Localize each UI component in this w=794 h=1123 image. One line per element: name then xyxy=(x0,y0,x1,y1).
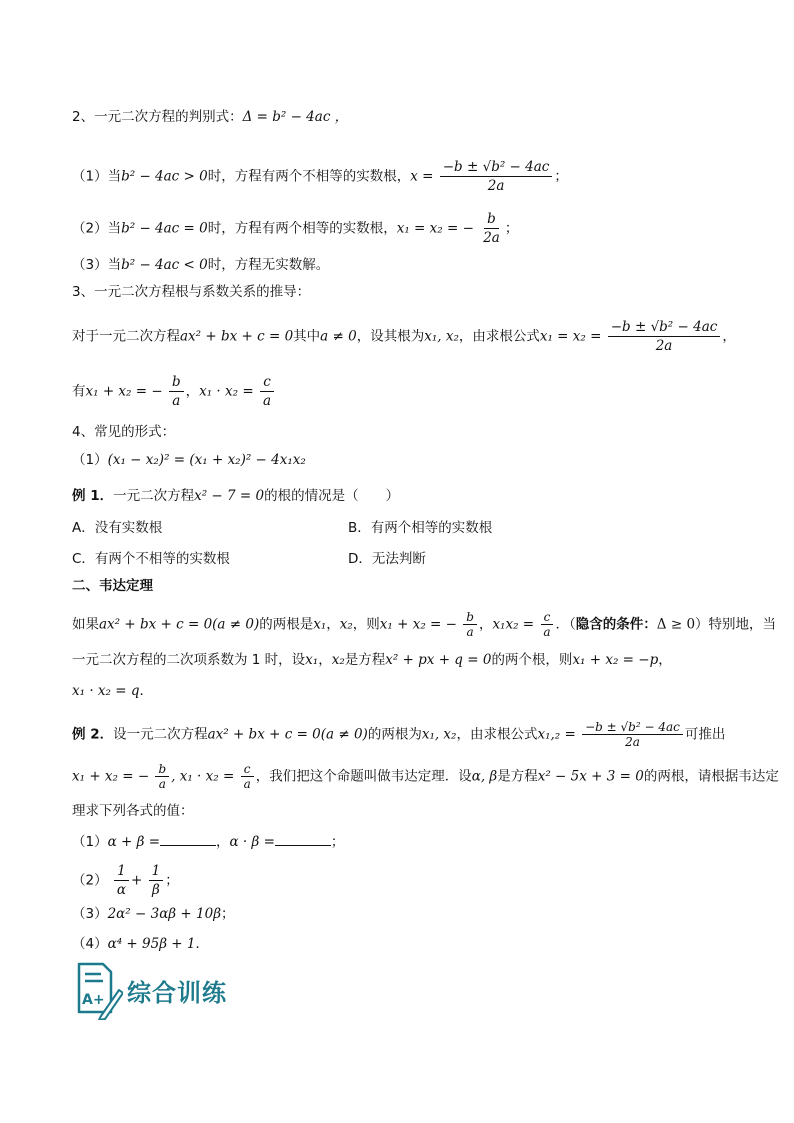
case-1-line xyxy=(72,158,568,195)
denominator: 2a xyxy=(625,735,640,749)
root-formula-fraction xyxy=(608,318,721,355)
text: ， xyxy=(722,328,736,345)
denominator: a xyxy=(466,625,474,639)
formula: x₁ xyxy=(313,616,327,633)
text: ． xyxy=(195,936,209,952)
text: ； xyxy=(504,220,519,237)
formula: , x₁ · x₂ = xyxy=(171,768,235,785)
fraction xyxy=(241,762,254,791)
formula: x₁ = x₂ = xyxy=(539,328,602,345)
text: C．有两个不相等的实数根 xyxy=(72,551,230,567)
formula: x₁ · x₂ = q xyxy=(72,683,140,699)
text: ， xyxy=(658,652,672,668)
text: 的两根为 xyxy=(367,726,422,743)
text: （3） xyxy=(72,906,108,922)
text: 二、韦达定理 xyxy=(72,578,153,594)
text: ； xyxy=(554,168,568,185)
numerator: b xyxy=(169,373,184,392)
answer-blank[interactable] xyxy=(160,845,216,846)
text: 可推出 xyxy=(684,726,726,743)
text: ， xyxy=(318,652,332,668)
formula: x₁ + x₂ = − xyxy=(85,383,163,400)
section-title: 综合训练 xyxy=(127,977,227,1007)
formula: x₁ + x₂ = −p xyxy=(572,652,659,668)
common-form-line xyxy=(72,450,306,470)
text: ，由求根公式 xyxy=(458,328,540,345)
text: ； xyxy=(165,872,179,889)
formula: x₂ xyxy=(331,652,345,668)
formula: Δ ≥ 0 xyxy=(656,616,696,633)
comprehensive-training-heading xyxy=(73,960,227,1020)
text: ．（ xyxy=(555,616,576,633)
answer-blank[interactable] xyxy=(275,845,331,846)
plus-sign: + xyxy=(131,872,143,889)
text: 的两个根，则 xyxy=(491,652,573,668)
formula: x₁ = x₂ = − xyxy=(396,220,474,237)
formula: α⁴ + 95β + 1 xyxy=(107,936,196,952)
denominator: a xyxy=(543,625,551,639)
text: ）特别地，当 xyxy=(695,616,777,633)
formula: α + β = xyxy=(107,834,161,850)
text: ， xyxy=(185,383,200,400)
numerator: 1 xyxy=(149,862,164,881)
text: 一元二次方程 xyxy=(113,488,195,504)
numerator: b xyxy=(484,210,499,229)
vieta-result-line xyxy=(72,373,276,410)
text: （4） xyxy=(72,936,108,952)
vieta-line-2 xyxy=(72,650,672,670)
denominator: β xyxy=(152,882,160,898)
numerator: b xyxy=(463,610,477,625)
formula: b² − 4ac > 0 xyxy=(121,168,208,185)
numerator: −b ± √b² − 4ac xyxy=(582,720,683,735)
text: ，我们把这个命题叫做韦达定理．设 xyxy=(255,768,472,785)
formula: Δ = b² − 4ac ， xyxy=(242,109,349,125)
vieta-line-1 xyxy=(72,610,776,639)
denominator: 2a xyxy=(487,178,505,194)
example-label: 例 2． xyxy=(72,726,114,743)
text: 理求下列各式的值： xyxy=(72,803,194,819)
text: （1）当 xyxy=(72,168,122,185)
text: 的两根，请根据韦达定 xyxy=(643,768,779,785)
text: 是方程 xyxy=(344,652,386,668)
text: 隐含的条件： xyxy=(575,616,657,633)
formula: b² − 4ac < 0 xyxy=(121,257,208,273)
formula: ax² + bx + c = 0(a ≠ 0) xyxy=(207,726,368,743)
formula: α, β xyxy=(471,768,498,785)
section-3-heading xyxy=(72,282,310,302)
text: 3、一元二次方程根与系数关系的推导： xyxy=(72,284,311,300)
formula: x₁ · x₂ = xyxy=(199,383,254,400)
root-formula-fraction xyxy=(440,158,553,195)
text: 时，方程有两个不相等的实数根， xyxy=(207,168,411,185)
text: ， xyxy=(216,834,230,850)
text: 的两根是 xyxy=(259,616,314,633)
question-3 xyxy=(72,904,235,924)
denominator: a xyxy=(243,777,251,791)
option-c[interactable] xyxy=(72,549,230,569)
formula: x = xyxy=(410,168,434,185)
text: D．无法判断 xyxy=(348,551,426,567)
fraction xyxy=(114,862,129,899)
text: 设一元二次方程 xyxy=(113,726,208,743)
text: ． xyxy=(139,683,153,699)
numerator: 1 xyxy=(114,862,129,881)
text: ， xyxy=(326,616,340,633)
fraction xyxy=(540,610,553,639)
text: ，设其根为 xyxy=(356,328,425,345)
example-label: 例 1． xyxy=(72,488,114,504)
formula: ax² + bx + c = 0 xyxy=(180,328,294,345)
formula: 2α² − 3αβ + 10β xyxy=(107,906,221,922)
formula: α · β = xyxy=(229,834,275,850)
svg-text:A+: A+ xyxy=(82,992,105,1008)
text: （1） xyxy=(72,834,108,850)
text: 对于一元二次方程 xyxy=(72,328,180,345)
formula: ax² + bx + c = 0(a ≠ 0) xyxy=(99,616,260,633)
text: 的根的情况是（ ） xyxy=(264,488,400,504)
formula: x² + px + q = 0 xyxy=(385,652,492,668)
example-2-line-2 xyxy=(72,762,779,791)
formula: x₁, x₂ xyxy=(424,328,459,345)
formula: x₁ xyxy=(305,652,319,668)
fraction xyxy=(463,610,477,639)
text: B．有两个相等的实数根 xyxy=(348,520,493,536)
case-2-line xyxy=(72,210,518,247)
denominator: 2a xyxy=(483,230,500,246)
case-3-line xyxy=(72,255,329,275)
formula: x² − 7 = 0 xyxy=(194,488,265,504)
text: 4、常见的形式： xyxy=(72,424,176,440)
derivation-line xyxy=(72,318,736,355)
section-4-heading xyxy=(72,422,175,442)
numerator: c xyxy=(541,610,554,625)
denominator: a xyxy=(158,777,166,791)
fraction xyxy=(480,210,503,247)
denominator: 2a xyxy=(655,338,673,354)
formula: a ≠ 0 xyxy=(320,328,357,345)
root-formula-fraction xyxy=(582,720,683,749)
question-4 xyxy=(72,934,209,954)
text: ； xyxy=(330,834,345,850)
section-2-heading xyxy=(72,576,153,596)
text: （1） xyxy=(72,452,108,468)
example-2-line-3 xyxy=(72,801,194,821)
text: ，由求根公式 xyxy=(456,726,538,743)
text: ； xyxy=(221,906,235,922)
exam-paper-icon xyxy=(73,960,123,1020)
numerator: c xyxy=(260,373,274,392)
formula: x₁, x₂ xyxy=(421,726,457,743)
denominator: a xyxy=(262,393,271,409)
fraction xyxy=(155,762,169,791)
numerator: b xyxy=(155,762,169,777)
numerator: −b ± √b² − 4ac xyxy=(608,318,721,337)
text: 如果 xyxy=(72,616,99,633)
text: （2） xyxy=(72,872,108,889)
numerator: c xyxy=(241,762,254,777)
text: ，则 xyxy=(352,616,380,633)
formula: x₁ + x₂ = − xyxy=(72,768,150,785)
formula: x₁ + x₂ = − xyxy=(379,616,457,633)
option-a[interactable] xyxy=(72,518,162,538)
text: 一元二次方程的二次项系数为 1 时，设 xyxy=(72,652,306,668)
denominator: α xyxy=(116,882,127,898)
vieta-line-3 xyxy=(72,681,153,701)
formula: x² − 5x + 3 = 0 xyxy=(537,768,644,785)
text: （2）当 xyxy=(72,220,122,237)
question-1 xyxy=(72,832,344,852)
text: 2、一元二次方程的判别式： xyxy=(72,109,243,125)
text: 有 xyxy=(72,383,86,400)
example-2-line-1 xyxy=(72,720,725,749)
option-b[interactable] xyxy=(348,518,492,538)
option-d[interactable] xyxy=(348,549,426,569)
text: （3）当 xyxy=(72,257,122,273)
text: ， xyxy=(478,616,493,633)
fraction xyxy=(149,862,164,899)
fraction xyxy=(260,373,274,410)
formula: x₁,₂ = xyxy=(537,726,576,743)
question-2 xyxy=(72,862,179,899)
text: 其中 xyxy=(293,328,321,345)
formula: b² − 4ac = 0 xyxy=(121,220,208,237)
text: 时，方程有两个相等的实数根， xyxy=(207,220,397,237)
formula: (x₁ − x₂)² = (x₁ + x₂)² − 4x₁x₂ xyxy=(107,452,306,468)
text: A．没有实数根 xyxy=(72,520,163,536)
text: 是方程 xyxy=(497,768,538,785)
denominator: a xyxy=(172,393,181,409)
discriminant-line xyxy=(72,107,348,127)
text: 时，方程无实数解。 xyxy=(207,257,330,273)
numerator: −b ± √b² − 4ac xyxy=(440,158,553,177)
formula: x₂ xyxy=(339,616,353,633)
example-1-question xyxy=(72,486,399,506)
fraction xyxy=(169,373,184,410)
formula: x₁x₂ = xyxy=(492,616,535,633)
